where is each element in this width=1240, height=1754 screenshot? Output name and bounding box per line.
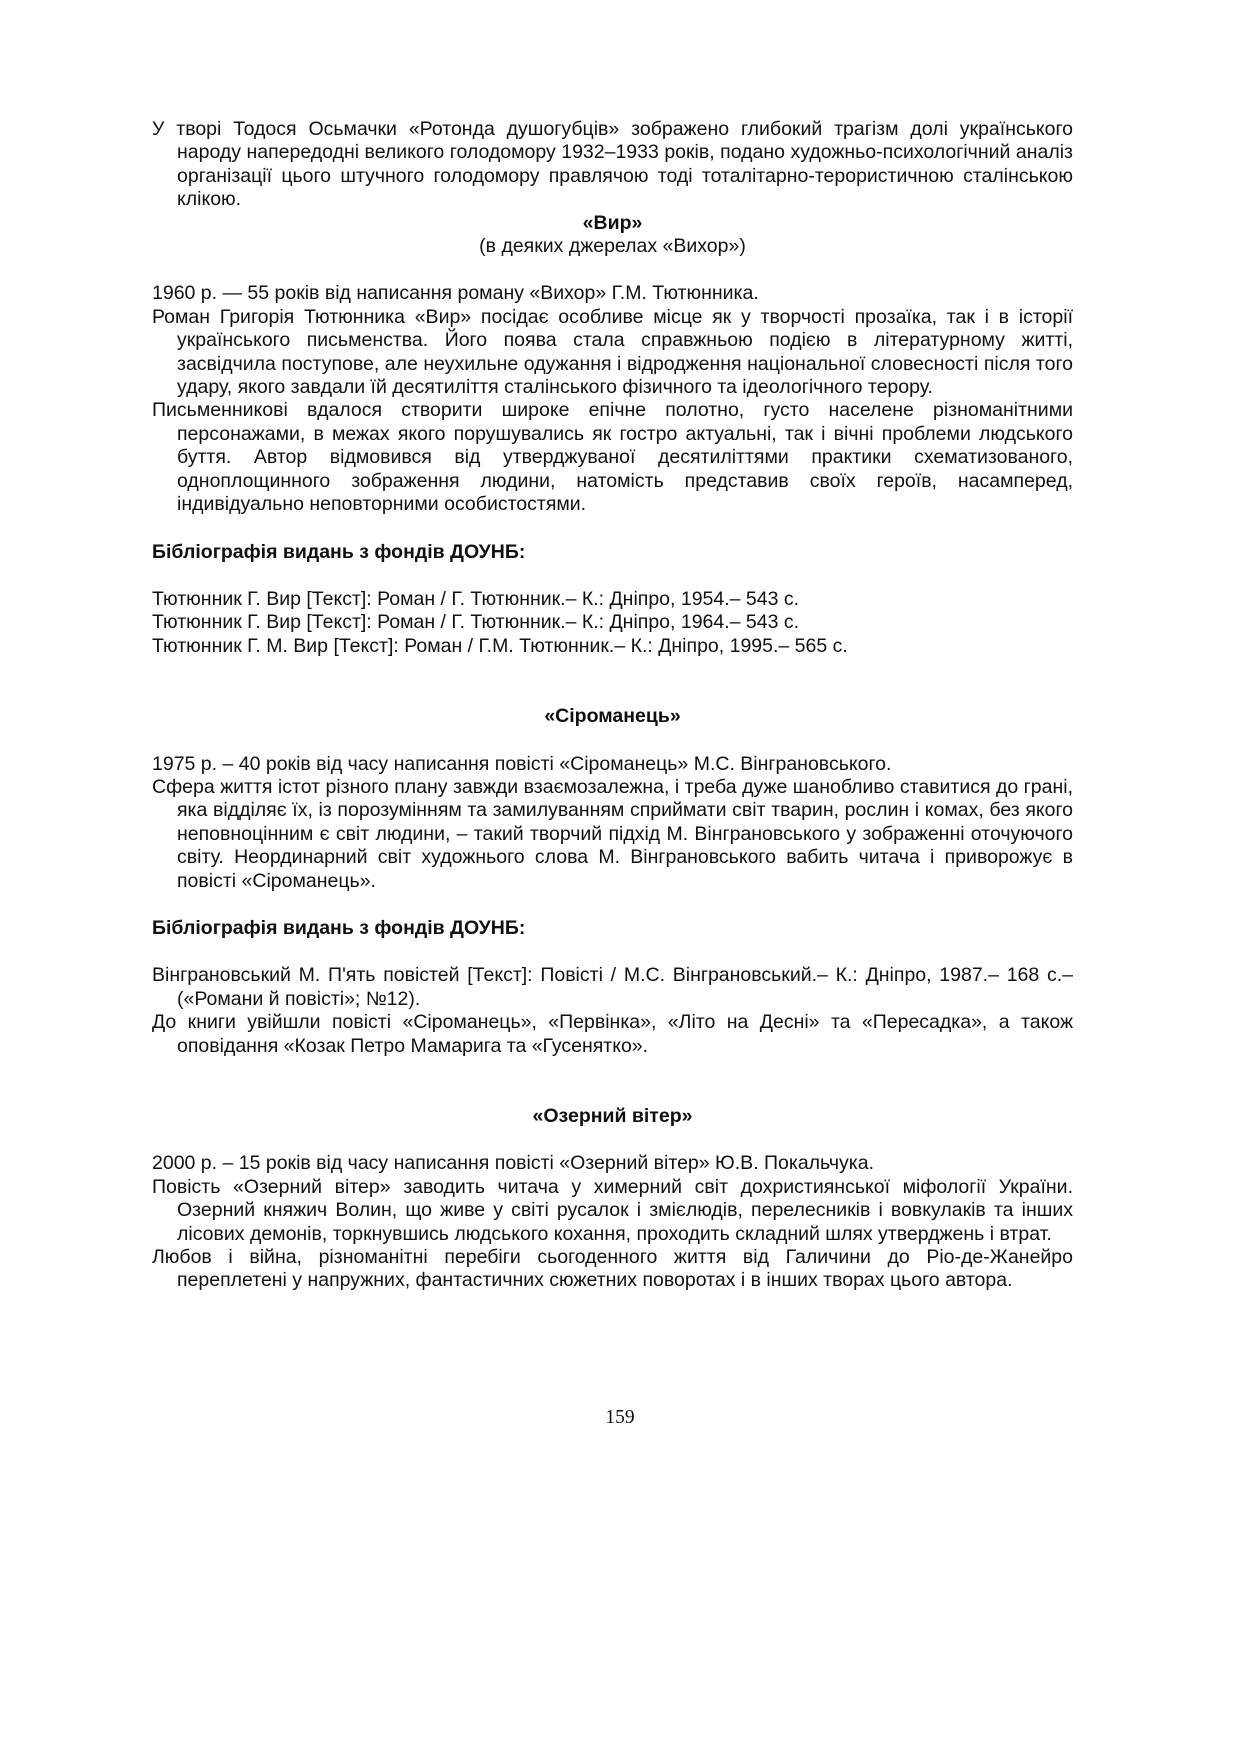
bibliography-entry-vyr-2: Тютюнник Г. Вир [Текст]: Роман / Г. Тютюнник.– К.: Дніпро, 1964.– 543 с.: [152, 611, 800, 634]
spacer: [152, 893, 1073, 917]
intro-paragraph: У творі Тодося Осьмачки «Ротонда душогубців» зображено глибокий трагізм долі українського народу напередодні великого голодомору 1932–1933 років, подано художньо-психологічний аналіз організації цього штучного голодомору правлячою тоді тоталітарно-терористичною сталінською клікою.: [152, 118, 1073, 211]
section-title-ozernyi: «Озерний вітер»: [532, 1105, 693, 1127]
paragraph-ozernyi-1: Повість «Озерний вітер» заводить читача у химерний світ дохристиянської міфології України. Озерний княжич Волин, що живе у світі русалок і змієлюдів, перелесників і вовкулаків та інших лісових демонів, торкнувшись людського кохання, проходить складний шлях утверджень і втрат.: [152, 1175, 1073, 1245]
paragraph-vyr-2: Письменникові вдалося створити широке епічне полотно, густо населене різноманітними персонажами, в межах якого порушувались як гостро актуальні, так і вічні проблеми людського буття. Автор відмовився від утверджуваної десятиліттями практики схематизованого, одноплощинного зображення людини, натомість представив своїх героїв, насамперед, індивідуально неповторними особистостями.: [152, 399, 1073, 516]
bibliography-title-siromanets: Бібліографія видань з фондів ДОУНБ:: [152, 916, 526, 939]
spacer: [152, 1058, 1073, 1105]
bibliography-note-siromanets: До книги увійшли повісті «Сіроманець», «Первінка», «Літо на Десні» та «Пересадка», а також оповідання «Козак Петро Мамарига та «Гусенятко».: [152, 1011, 1073, 1057]
spacer: [152, 564, 1073, 588]
page-number: 159: [605, 1407, 635, 1428]
anniversary-line-siromanets: 1975 р. – 40 років від часу написання повісті «Сіроманець» М.С. Вінграновського.: [152, 752, 892, 775]
bibliography-entry-siromanets-1: Вінграновський М. П'ять повістей [Текст]: Повісті / М.С. Вінграновський.– К.: Дніпро, 1987.– 168 с.– («Романи й повісті»; №12).: [152, 964, 1073, 1010]
bibliography-entry-vyr-3: Тютюнник Г. М. Вир [Текст]: Роман / Г.М. Тютюнник.– К.: Дніпро, 1995.– 565 с.: [152, 634, 848, 657]
anniversary-line-vyr: 1960 р. — 55 років від написання роману «Вихор» Г.М. Тютюнника.: [152, 282, 759, 305]
spacer: [152, 517, 1073, 541]
spacer: [152, 258, 1073, 282]
paragraph-siromanets-1: Сфера життя істот різного плану завжди взаємозалежна, і треба дуже шанобливо ставитися до грані, яка відділяє їх, із порозумінням та замилуванням сприймати світ тварин, рослин і комах, без якого неповноцінним є світ людини, – такий творчий підхід М. Вінграновського у зображенні оточуючого світу. Неординарний світ художнього слова М. Вінграновського вабить читача і приворожує в повісті «Сіроманець».: [152, 775, 1073, 892]
paragraph-vyr-1: Роман Григорія Тютюнника «Вир» посідає особливе місце як у творчості прозаїка, так і в історії українського письменства. Його поява стала справжньою подією в літературному житті, засвідчила поступове, але неухильне одужання і відродження національної словесності після того удару, якого завдали їй десятиліття сталінського фізичного та ідеологічного терору.: [152, 305, 1073, 399]
section-title-siromanets: «Сіроманець»: [544, 705, 681, 728]
anniversary-line-ozernyi: 2000 р. – 15 років від часу написання повісті «Озерний вітер» Ю.В. Покальчука.: [152, 1152, 875, 1175]
spacer: [152, 729, 1073, 753]
section-title-vyr: «Вир»: [582, 211, 643, 234]
section-subtitle-vyr: (в деяких джерелах «Вихор»): [479, 235, 746, 258]
paragraph-ozernyi-2: Любов і війна, різноманітні перебіги сьогоденного життя від Галичини до Ріо-де-Жанейро переплетені у напружних, фантастичних сюжетних поворотах і в інших творах цього автора.: [152, 1246, 1073, 1292]
spacer: [152, 940, 1073, 964]
bibliography-title-vyr: Бібліографія видань з фондів ДОУНБ:: [152, 540, 526, 563]
page-content: [152, 118, 1073, 1293]
spacer: [152, 1128, 1073, 1152]
spacer: [152, 658, 1073, 705]
bibliography-entry-vyr-1: Тютюнник Г. Вир [Текст]: Роман / Г. Тютюнник.– К.: Дніпро, 1954.– 543 с.: [152, 587, 800, 610]
